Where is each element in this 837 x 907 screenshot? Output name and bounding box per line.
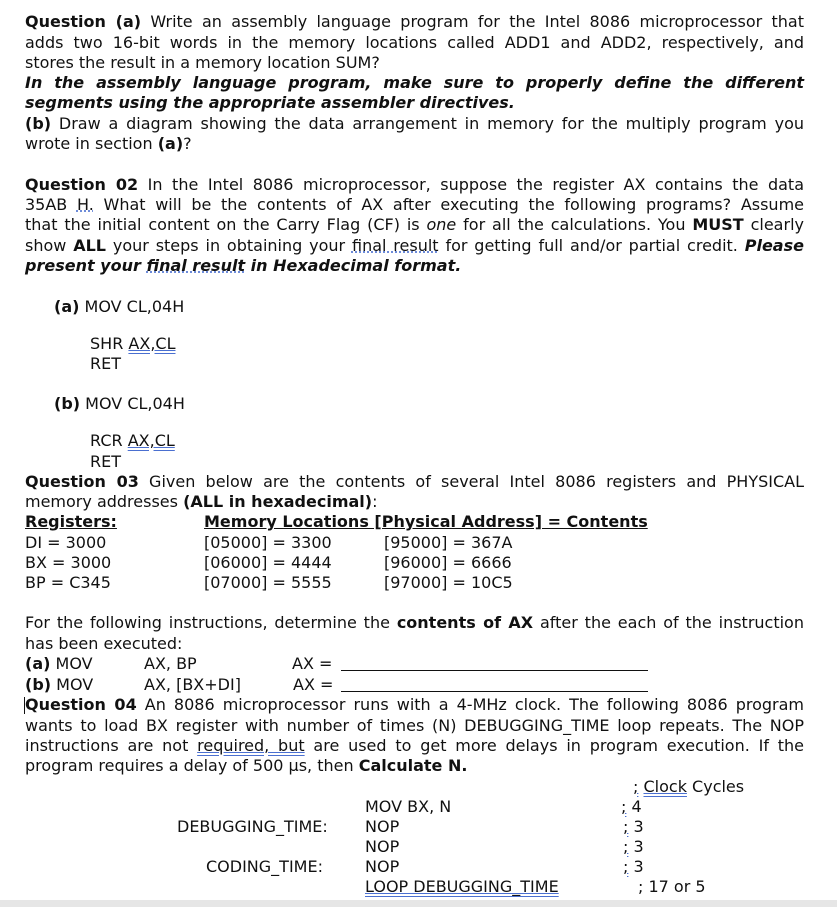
q02-part-b-ret: RET	[90, 452, 121, 471]
q02-label: Question 02	[25, 175, 139, 194]
q04-line-2: wants to load BX register with number of times (N) DEBUGGING_TIME loop repeats. The NOP	[25, 716, 804, 735]
q03-a-result: AX =	[292, 654, 333, 673]
cycles-header: ; Clock Cycles	[633, 777, 745, 796]
memory-cell: [05000] = 3300	[204, 533, 332, 552]
register-row: BP = C345	[25, 573, 111, 592]
answer-blank-a[interactable]	[341, 670, 648, 671]
code-label: CODING_TIME:	[206, 857, 323, 876]
memory-cell: [97000] = 10C5	[384, 573, 513, 592]
code-cycles: ; 17 or 5	[638, 877, 706, 896]
q-a-line-2: adds two 16-bit words in the memory locations called ADD1 and ADD2, respectively, and	[25, 33, 804, 52]
memory-cell: [95000] = 367A	[384, 533, 513, 552]
q03-a-label: (a) MOV	[25, 654, 93, 673]
q-a-line-3: stores the result in a memory location SUM?	[25, 53, 380, 72]
code-instr: NOP	[365, 837, 400, 856]
q-a-italic-line-2: segments using the appropriate assembler directives.	[25, 93, 515, 112]
q-b-line-2: wrote in section (a)?	[25, 134, 192, 153]
page-bottom-edge	[0, 900, 837, 907]
q02-line-5: present your final result in Hexadecimal format.	[25, 256, 462, 275]
memory-header: Memory Locations [Physical Address] = Contents	[204, 512, 648, 531]
q-a-italic-line-1: In the assembly language program, make sure to properly define the different	[25, 73, 804, 92]
q02-part-b-rcr: RCR AX,CL	[90, 431, 175, 450]
q03-instr-line-2: has been executed:	[25, 634, 183, 653]
q02-part-a-shr: SHR AX,CL	[90, 334, 176, 353]
code-cycles: ; 3	[623, 857, 644, 876]
q04-line-3: instructions are not required, but are used to get more delays in program execution. If the	[25, 736, 805, 755]
spell-flag-axcl[interactable]: AX,CL	[128, 334, 176, 353]
code-cycles: ; 3	[623, 817, 644, 836]
code-instr: NOP	[365, 857, 400, 876]
q04-line-4: program requires a delay of 500 µs, then Calculate N.	[25, 756, 468, 775]
spell-flag-h[interactable]: H.	[76, 195, 94, 214]
memory-cell: [06000] = 4444	[204, 553, 332, 572]
q03-b-result: AX =	[293, 675, 334, 694]
q03-line-2: memory addresses (ALL in hexadecimal):	[25, 492, 378, 511]
q02-part-b: (b) MOV CL,04H	[54, 394, 185, 413]
grammar-flag-required-but[interactable]: required, but	[197, 736, 305, 755]
register-row: DI = 3000	[25, 533, 107, 552]
q03-label: Question 03	[25, 472, 139, 491]
code-cycles: ; 4	[621, 797, 642, 816]
code-instr: MOV BX, N	[365, 797, 452, 816]
code-label: DEBUGGING_TIME:	[177, 817, 328, 836]
q03-line-1: Question 03 Given below are the contents of several Intel 8086 registers and PHYSICAL	[25, 472, 805, 491]
q-a-label: Question (a)	[25, 12, 142, 31]
spell-flag-axcl-2[interactable]: AX,CL	[127, 431, 175, 450]
code-instr: LOOP DEBUGGING_TIME	[365, 877, 559, 896]
q03-a-args: AX, BP	[144, 654, 197, 673]
q02-part-a-ret: RET	[90, 354, 121, 373]
grammar-flag-final-result[interactable]: final result	[351, 236, 439, 255]
memory-cell: [07000] = 5555	[204, 573, 332, 592]
q03-instr-line-1: For the following instructions, determine the contents of AX after the each of the instruction	[25, 613, 804, 632]
q02-line-4: show ALL your steps in obtaining your final result for getting full and/or partial credit. Please	[25, 236, 804, 255]
answer-blank-b[interactable]	[341, 691, 648, 692]
code-cycles: ; 3	[623, 837, 644, 856]
q02-line-3: that the initial content on the Carry Flag (CF) is one for all the calculations. You MUST clearly	[25, 215, 804, 234]
q02-part-a: (a) MOV CL,04H	[54, 297, 185, 316]
q04-label: Question 04	[25, 695, 137, 714]
registers-header: Registers:	[25, 512, 117, 531]
q03-b-args: AX, [BX+DI]	[144, 675, 241, 694]
code-instr: NOP	[365, 817, 400, 836]
q-a-line-1: Question (a) Write an assembly language program for the Intel 8086 microprocessor that	[25, 12, 804, 31]
memory-cell: [96000] = 6666	[384, 553, 512, 572]
q02-line-2: 35AB H. What will be the contents of AX after executing the following programs? Assume	[25, 195, 804, 214]
q02-line-1: Question 02 In the Intel 8086 microprocessor, suppose the register AX contains the data	[25, 175, 804, 194]
grammar-flag-final-result-2[interactable]: final result	[146, 256, 246, 275]
register-row: BX = 3000	[25, 553, 112, 572]
q03-b-label: (b) MOV	[25, 675, 94, 694]
q04-line-1: Question 04 An 8086 microprocessor runs with a 4-MHz clock. The following 8086 program	[25, 695, 805, 714]
q-b-line-1: (b) Draw a diagram showing the data arrangement in memory for the multiply program you	[25, 114, 804, 133]
